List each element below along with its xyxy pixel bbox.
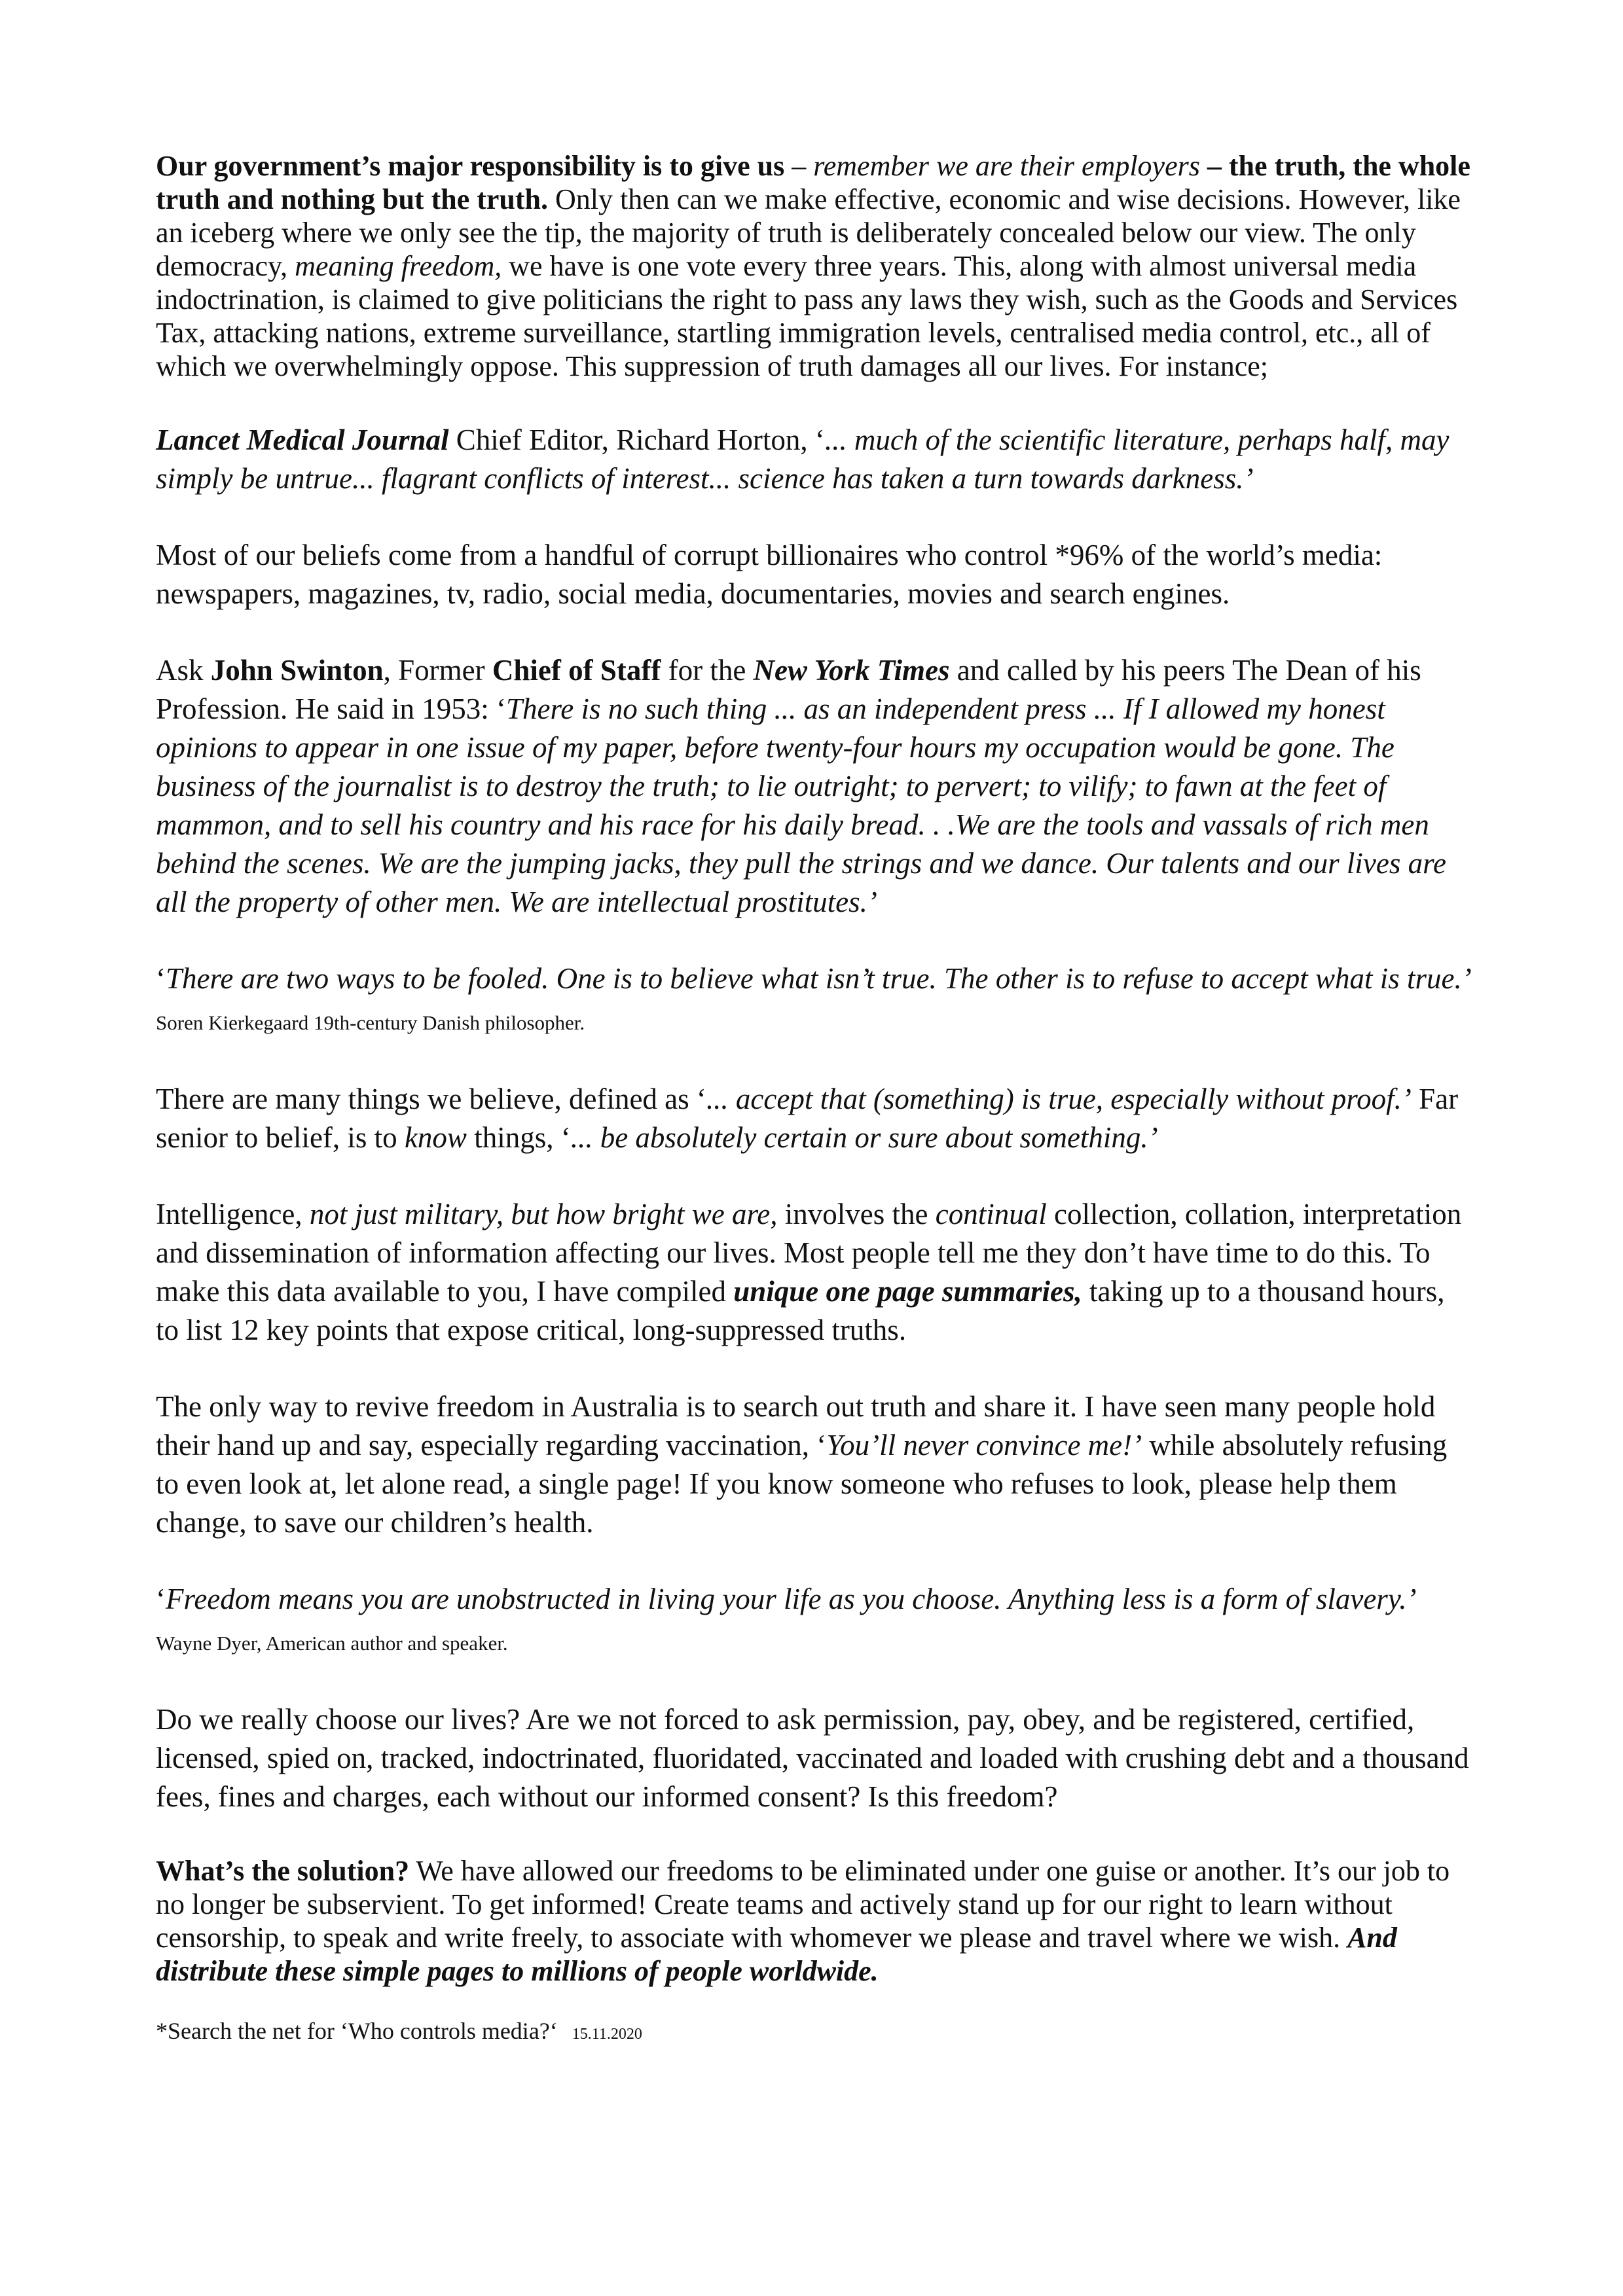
quote-text: There is no such thing ... as an independent press ... If I allowed my honest opinions to appear in one issue of my paper, before twenty-four hours my occupation would be gone. The business of the journalist is to destroy the truth; to lie outright; to pervert; to vilify; to fawn at the feet of mammon, and to sell his country and his race for his daily bread. . .We are the tools and vassals of rich men behind the scenes. We are the jumping jacks, they pull the strings and we dance. Our talents and our lives are all the property of other men. We are intellectual prostitutes.’ <box>156 692 1446 918</box>
text: There are many things we believe, defined as ‘ <box>156 1083 706 1115</box>
text: Do we really choose our lives? Are we not forced to ask permission, pay, obey, and be registered, certified, licensed, spied on, tracked, indoctrinated, fluoridated, vaccinated and loaded with crushing debt and a thousand fees, fines and charges, each without our informed consent? Is this freedom? <box>156 1703 1469 1813</box>
quote-text: ... much of the scientific literature, perhaps half, may simply be untrue... flagrant conflicts of interest... science has taken a turn towards darkness.’ <box>156 423 1450 495</box>
document-body <box>156 149 1472 2049</box>
intro-paragraph <box>156 149 1472 383</box>
swinton-paragraph <box>156 651 1472 922</box>
text: for the <box>661 654 754 687</box>
text: , Former <box>383 654 492 687</box>
belief-paragraph <box>156 1080 1472 1157</box>
text: ‘ <box>156 1583 166 1615</box>
lancet-paragraph <box>156 421 1472 498</box>
text: and called by his peers The Dean of his Profession. He said in 1953: ‘ <box>156 654 1421 725</box>
bold-text: What’s the solution? <box>156 1855 410 1887</box>
text: we have is one vote every three years. This, along with almost universal media indoctrination, is claimed to give politicians the right to pass any laws they wish, such as the Goods and Services Tax, attacking nations, extreme surveillance, startling immigration levels, centralised media control, etc., all of which we overwhelmingly oppose. This suppression of truth damages all our lives. For instance; <box>156 250 1458 382</box>
text: Only then can we make effective, economic and wise decisions. However, like an iceberg where we only see the tip, the majority of truth is deliberately concealed below our view. The only democracy, <box>156 183 1461 282</box>
freedom-paragraph <box>156 1388 1472 1542</box>
text: Most of our beliefs come from a handful of corrupt billionaires who control *96% of the world’s media: newspapers, magazines, tv, radio, social media, documentaries, movies and search engines. <box>156 539 1383 610</box>
choice-paragraph <box>156 1700 1472 1816</box>
italic-text: meaning freedom, <box>295 250 502 282</box>
text: Chief Editor, Richard Horton, ‘ <box>448 423 825 456</box>
text: ‘ <box>156 962 166 995</box>
text: involves the <box>777 1198 936 1230</box>
media-paragraph <box>156 536 1472 613</box>
text: taking up to a thousand hours, to list 12 key points that expose critical, long-suppressed truths. <box>156 1275 1445 1346</box>
person-name: John Swinton <box>210 654 384 687</box>
footnote <box>156 2017 1472 2049</box>
text: Intelligence, <box>156 1198 310 1230</box>
italic-text: ... be absolutely certain or sure about something.’ <box>570 1121 1158 1154</box>
text: We have allowed our freedoms to be eliminated under one guise or another. It’s our job to no longer be subservient. To get informed! Create teams and actively stand up for our right to learn without censorship, to speak and write freely, to associate with whomever we please and travel where we wish. <box>156 1855 1450 1954</box>
text: Far senior to belief, is to <box>156 1083 1459 1154</box>
bold-text: Our government’s major responsibility is to give us <box>156 150 785 182</box>
text: the truth, the whole truth and nothing but the truth. <box>156 150 1470 215</box>
bold-italic-text: And distribute these simple pages to millions of people worldwide. <box>156 1922 1397 1987</box>
footnote-date: 15.11.2020 <box>572 2026 642 2043</box>
kierkegaard-quote <box>156 960 1472 1042</box>
footnote-text: *Search the net for ‘Who controls media?‘ <box>156 2018 558 2044</box>
italic-text: not just military, but how bright we are, <box>309 1198 778 1230</box>
quote-attribution: Soren Kierkegaard 19th-century Danish philosopher. <box>156 1011 585 1034</box>
italic-text: ... accept that (something) is true, especially without proof.’ <box>706 1083 1412 1115</box>
text: Ask <box>156 654 211 687</box>
italic-text: remember we are their employers <box>813 150 1200 182</box>
bold-italic-text: unique one page summaries, <box>733 1275 1082 1308</box>
dyer-quote <box>156 1580 1472 1662</box>
italic-text: continual <box>935 1198 1047 1230</box>
text: collection, collation, interpretation and dissemination of information affecting our lives. Most people tell me they don’t have time to do this. To make this data available to you, I have compiled <box>156 1198 1462 1308</box>
text: things, ‘ <box>466 1121 571 1154</box>
solution-paragraph <box>156 1854 1472 1988</box>
quote-text: Freedom means you are unobstructed in living your life as you choose. Anything less is a form of slavery.’ <box>166 1583 1417 1615</box>
text: The only way to revive freedom in Australia is to search out truth and share it. I have seen many people hold their hand up and say, especially regarding vaccination, ‘ <box>156 1390 1436 1462</box>
text: – <box>784 150 814 182</box>
newspaper-name: New York Times <box>753 654 950 687</box>
job-title: Chief of Staff <box>492 654 661 687</box>
intelligence-paragraph <box>156 1195 1472 1350</box>
quote-attribution: Wayne Dyer, American author and speaker. <box>156 1632 508 1655</box>
text: while absolutely refusing to even look at, let alone read, a single page! If you know someone who refuses to look, please help them change, to save our children’s health. <box>156 1429 1448 1539</box>
journal-name: Lancet Medical Journal <box>156 423 449 456</box>
text: – <box>1199 150 1229 182</box>
italic-text: know <box>404 1121 467 1154</box>
quote-text: There are two ways to be fooled. One is to believe what isn’t true. The other is to refuse to accept what is true.’ <box>166 962 1472 995</box>
italic-text: You’ll never convince me!’ <box>826 1429 1142 1462</box>
